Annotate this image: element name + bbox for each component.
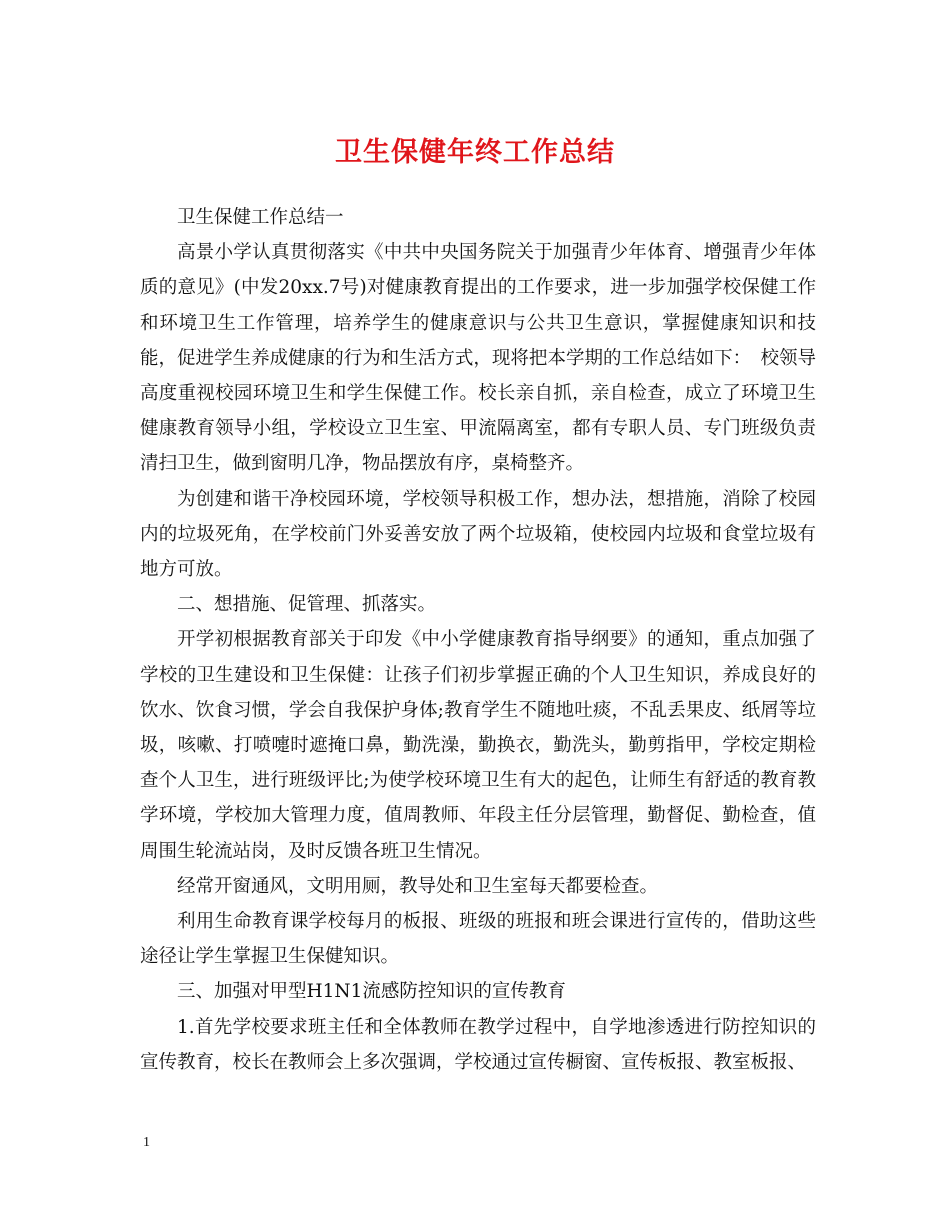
paragraph: 为创建和谐干净校园环境，学校领导积极工作，想办法，想措施，消除了校园内的垃圾死角，在学校前门外妥善安放了两个垃圾箱，使校园内垃圾和食堂垃圾有地方可放。	[140, 488, 816, 581]
section-heading: 卫生保健工作总结一	[177, 207, 344, 228]
paragraph: 1.首先学校要求班主任和全体教师在教学过程中，自学地渗透进行防控知识的宣传教育，校长在教师会上多次强调，学校通过宣传橱窗、宣传板报、教室板报、	[140, 1016, 816, 1073]
paragraph: 高景小学认真贯彻落实《中共中央国务院关于加强青少年体育、增强青少年体质的意见》(中发20xx.7号)对健康教育提出的工作要求，进一步加强学校保健工作和环境卫生工作管理，培养学生的健康意识与公共卫生意识，掌握健康知识和技能，促进学生养成健康的行为和生活方式，现将把本学期的工作总结如下： 校领导高度重视校园环境卫生和学生保健工作。校长亲自抓，亲自检查，成立了环境卫生健康教育领导小组，学校设立卫生室、甲流隔离室，都有专职人员、专门班级负责清扫卫生，做到窗明几净，物品摆放有序，桌椅整齐。	[140, 242, 816, 475]
paragraph: 开学初根据教育部关于印发《中小学健康教育指导纲要》的通知，重点加强了学校的卫生建设和卫生保健：让孩子们初步掌握正确的个人卫生知识，养成良好的饮水、饮食习惯，学会自我保护身体;教育学生不随地吐痰，不乱丢果皮、纸屑等垃圾，咳嗽、打喷嚏时遮掩口鼻，勤洗澡，勤换衣，勤洗头，勤剪指甲，学校定期检查个人卫生，进行班级评比;为使学校环境卫生有大的起色，让师生有舒适的教育教学环境，学校加大管理力度，值周教师、年段主任分层管理，勤督促、勤检查，值周围生轮流站岗，及时反馈各班卫生情况。	[140, 629, 816, 862]
paragraph: 利用生命教育课学校每月的板报、班级的班报和班会课进行宣传的，借助这些途径让学生掌握卫生保健知识。	[140, 911, 816, 968]
page-number: 1	[143, 1135, 150, 1150]
section-heading: 三、加强对甲型H1N1流感防控知识的宣传教育	[177, 981, 566, 1003]
section-heading: 二、想措施、促管理、抓落实。	[177, 594, 437, 616]
page-title: 卫生保健年终工作总结	[335, 137, 615, 168]
document-body	[140, 200, 816, 1080]
paragraph: 经常开窗通风，文明用厕，教导处和卫生室每天都要检查。	[177, 875, 659, 897]
